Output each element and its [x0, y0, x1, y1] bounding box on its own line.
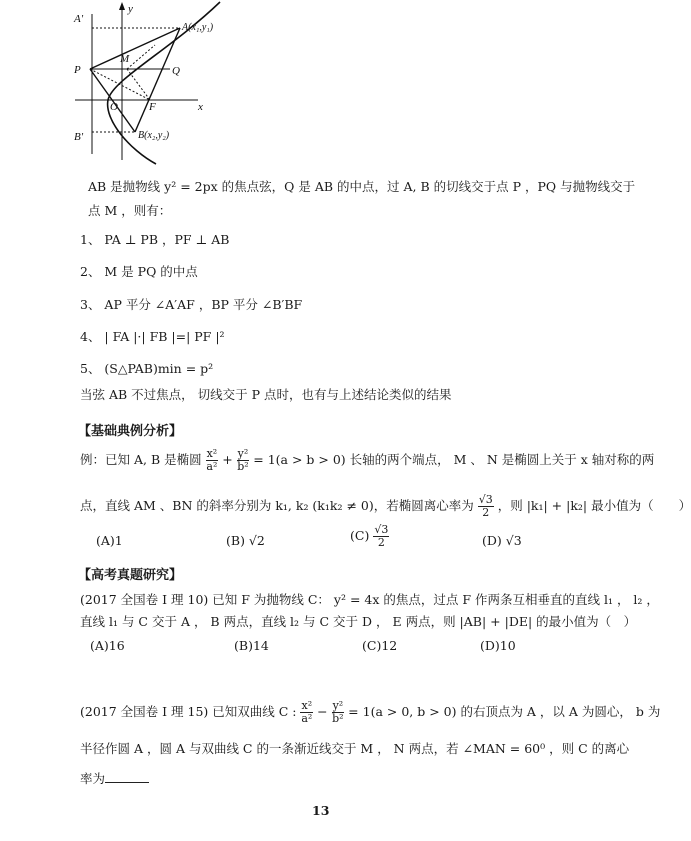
q1-line-2: 直线 l₁ 与 C 交于 A ， B 两点，直线 l₂ 与 C 交于 D ， E 两点，则 |AB| + |DE| 的最小值为（ ） [80, 614, 637, 629]
note-line: 当弦 AB 不过焦点， 切线交于 P 点时，也有与上述结论类似的结果 [80, 387, 452, 402]
option-c-frac [373, 524, 389, 549]
q2-line-3 [80, 770, 149, 788]
hyperbola-frac-y [332, 700, 345, 725]
ellipse-frac-y [237, 448, 250, 473]
plus-sign: + [222, 452, 233, 467]
conclusion-4: 4、 | FA |·| FB |=| PF |² [80, 329, 225, 344]
hyperbola-frac-x [300, 700, 313, 725]
label-p: P [74, 64, 81, 76]
example-option-c [350, 524, 389, 549]
q2-line-1 [80, 700, 660, 725]
conclusion-1: 1、 PA ⊥ PB ，PF ⊥ AB [80, 232, 230, 247]
q1-line-1: (2017 全国卷 I 理 10) 已知 F 为抛物线 C： y² = 4x 的焦点，过点 F 作两条互相垂直的直线 l₁ ， l₂ ， [80, 592, 659, 607]
q2-line3-text: 率为 [80, 771, 106, 786]
label-f: F [149, 101, 156, 113]
intro-line-1: AB 是抛物线 y² = 2px 的焦点弦，Q 是 AB 的中点，过 A, B 的切线交于点 P ，PQ 与抛物线交于 [88, 179, 636, 194]
frac-num: y² [332, 699, 344, 712]
minus-sign: − [317, 704, 328, 719]
q1-option-d: (D)10 [480, 638, 516, 653]
label-b: B(x₂,y₂) [138, 130, 170, 141]
example-line-2 [80, 494, 691, 519]
label-b-prime: B' [74, 131, 84, 143]
frac-den: 2 [482, 506, 490, 519]
frac-num: √3 [478, 493, 493, 506]
label-a: A(x₁,y₁) [182, 22, 214, 33]
example-option-a: (A)1 [96, 533, 123, 548]
frac-num: x² [206, 447, 218, 460]
example-line2-prefix: 点，直线 AM 、BN 的斜率分别为 k₁, k₂ (k₁k₂ ≠ 0)，若椭圆离心率为 [80, 498, 474, 513]
chord-ab [135, 28, 180, 132]
ellipse-frac-x [206, 448, 219, 473]
section-heading-basic-examples: 【基础典例分析】 [78, 424, 183, 439]
answer-blank [105, 770, 149, 783]
line-m-f [127, 69, 150, 100]
label-y: y [128, 3, 133, 15]
frac-den: b² [237, 460, 249, 473]
label-a-prime: A' [74, 13, 84, 25]
example-line-1 [80, 448, 654, 473]
frac-den: a² [206, 460, 218, 473]
frac-num: x² [301, 699, 313, 712]
example-option-b: (B) √2 [226, 533, 265, 548]
section-heading-exam-research: 【高考真题研究】 [78, 568, 183, 583]
conclusion-3: 3、 AP 平分 ∠A′AF ，BP 平分 ∠B′BF [80, 297, 303, 312]
example-line2-suffix: ，则 |k₁| + |k₂| 最小值为（ ） [497, 498, 691, 513]
example-option-d: (D) √3 [482, 533, 522, 548]
label-m: M [120, 53, 130, 65]
conclusion-5: 5、 (S△PAB)min = p² [80, 361, 214, 376]
label-x: x [198, 101, 203, 113]
frac-den: a² [301, 712, 313, 725]
frac-den: 2 [377, 536, 385, 549]
frac-num: y² [237, 447, 249, 460]
line-pf [90, 69, 150, 100]
label-q: Q [172, 65, 180, 77]
q1-option-c: (C)12 [362, 638, 398, 653]
example-suffix: = 1(a > b > 0) 长轴的两个端点， M 、 N 是椭圆上关于 x 轴对称的两 [253, 452, 655, 467]
frac-den: b² [332, 712, 344, 725]
label-o: O [110, 101, 118, 113]
q1-option-a: (A)16 [90, 638, 125, 653]
frac-num: √3 [374, 523, 389, 536]
q1-option-b: (B)14 [234, 638, 269, 653]
page-number: 13 [312, 803, 330, 818]
conclusion-2: 2、 M 是 PQ 的中点 [80, 264, 198, 279]
line-pa [90, 28, 180, 69]
example-prefix: 例：已知 A, B 是椭圆 [80, 452, 202, 467]
option-c-prefix: (C) [350, 528, 370, 543]
parabola-figure [70, 0, 240, 165]
q2-prefix: (2017 全国卷 I 理 15) 已知双曲线 C : [80, 704, 297, 719]
q2-line-2: 半径作圆 A ，圆 A 与双曲线 C 的一条渐近线交于 M ， N 两点，若 ∠MAN = 60⁰ ，则 C 的离心 [80, 741, 630, 756]
q2-suffix: = 1(a > 0, b > 0) 的右顶点为 A ，以 A 为圆心， b 为 [348, 704, 661, 719]
intro-line-2: 点 M ，则有： [88, 203, 172, 218]
eccentricity-frac [478, 494, 494, 519]
